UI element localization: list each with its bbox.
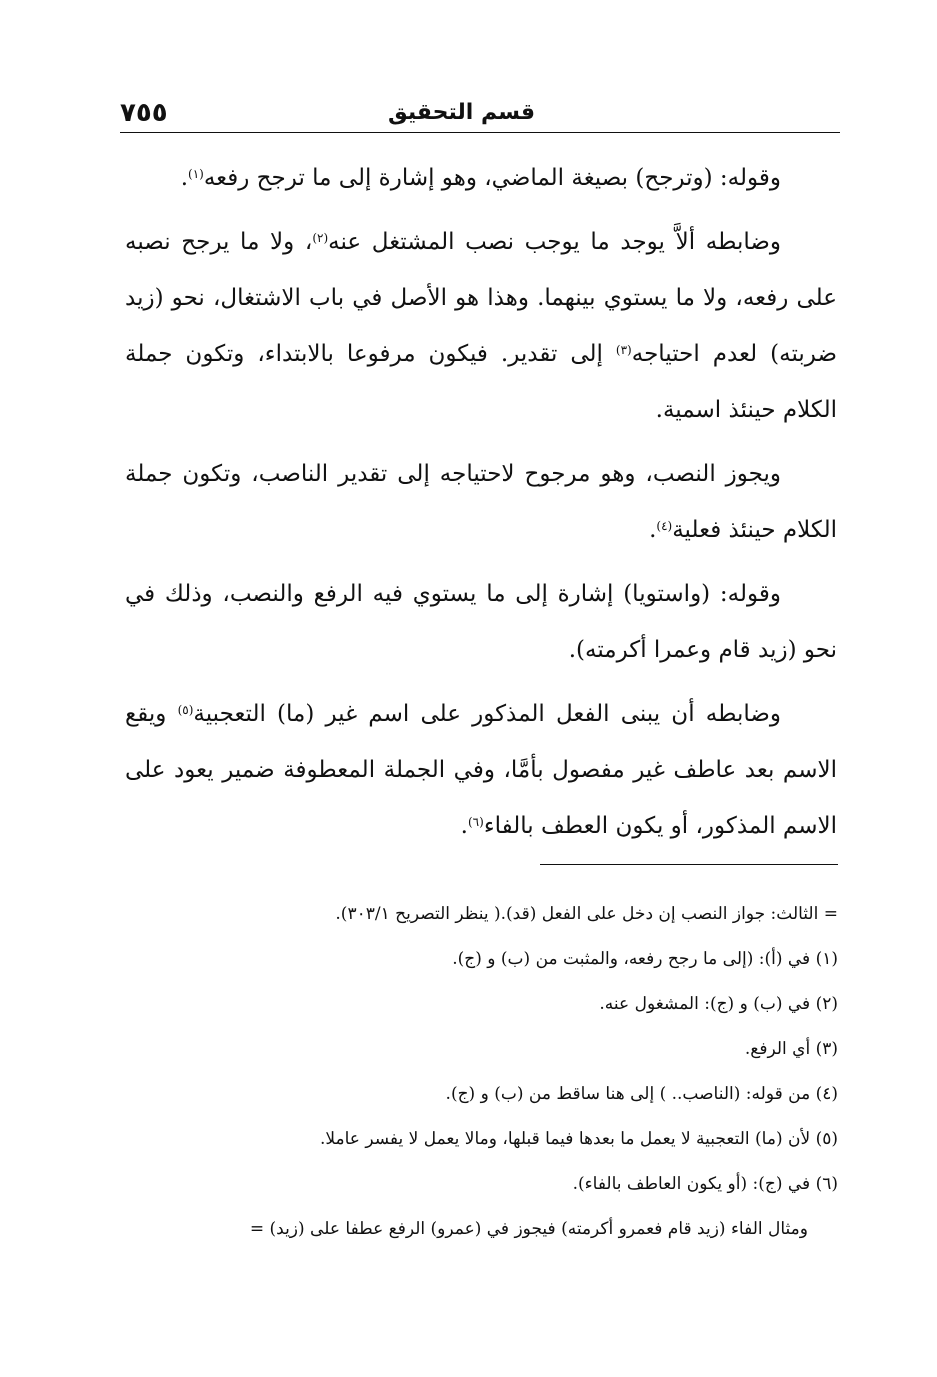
paragraph-3-end: . [649, 517, 657, 543]
footnote-2: (٢) في (ب) و (ج): المشغول عنه. [599, 994, 838, 1014]
paragraph-1-text: وقوله: (وترجح) بصيغة الماضي، وهو إشارة إلى ما ترجح رفعه [203, 165, 781, 191]
paragraph-4 [125, 566, 837, 678]
footnote-ref-5: (٥) [177, 703, 194, 717]
page-header [120, 96, 840, 132]
paragraph-4-text: وقوله: (واستويا) إشارة إلى ما يستوي فيه الرفع والنصب، وذلك في نحو (زيد قام وعمرا أكرمته). [125, 581, 837, 663]
footnote-ref-4: (٤) [656, 519, 673, 533]
paragraph-1 [125, 150, 837, 206]
footnote-ref-2: (٢) [312, 231, 329, 245]
paragraph-2 [125, 214, 837, 438]
footnote-continuation: = الثالث: جواز النصب إن دخل على الفعل (قد).( ينظر التصريح ٣٠٣/١). [335, 904, 838, 924]
footnote-5: (٥) لأن (ما) التعجبية لا يعمل ما بعدها فيما قبلها، ومالا يعمل لا يفسر عاملا. [319, 1129, 838, 1149]
paragraph-5-end: . [460, 813, 468, 839]
paragraph-2-middle: ، ولا ما يرجح نصبه على رفعه، ولا ما يستوي بينهما. وهذا هو الأصل في باب الاشتغال، نحو (زيد ضربته) لعدم احتياجه [125, 229, 838, 367]
running-title: قسم التحقيق [388, 100, 535, 125]
paragraph-3-text: ويجوز النصب، وهو مرجوح لاحتياجه إلى تقدير الناصب، وتكون جملة الكلام حينئذ فعلية [125, 461, 837, 543]
paragraph-5-middle: ويقع الاسم بعد عاطف غير مفصول بأمَّا، وفي الجملة المعطوفة ضمير يعود على الاسم المذكور، أو يكون العطف بالفاء [125, 701, 837, 839]
footnote-6-continued: ومثال الفاء (زيد قام فعمرو أكرمته) فيجوز في (عمرو) الرفع عطفا على (زيد) = [249, 1219, 808, 1239]
footnote-4: (٤) من قوله: (الناصب.. ) إلى هنا ساقط من (ب) و (ج). [445, 1084, 838, 1104]
footnote-separator [540, 864, 838, 865]
footnote-6: (٦) في (ج): (أو يكون العاطف بالفاء). [572, 1174, 838, 1194]
paragraph-5 [125, 686, 837, 854]
paragraph-2-end: إلى تقدير. فيكون مرفوعا بالابتداء، وتكون جملة الكلام حينئذ اسمية. [125, 341, 837, 423]
paragraph-1-end: . [180, 165, 189, 191]
paragraph-3 [125, 446, 837, 558]
paragraph-5-text: وضابطه أن يبنى الفعل المذكور على اسم غير (ما) التعجبية [193, 701, 782, 727]
paragraph-2-text: وضابطه ألاَّ يوجد ما يوجب نصب المشتغل عنه [328, 229, 781, 255]
footnotes [150, 892, 838, 1252]
footnote-3: (٣) أي الرفع. [744, 1039, 838, 1059]
footnote-1: (١) في (أ): (إلى ما رجح رفعه، والمثبت من (ب) و (ج). [452, 949, 838, 969]
header-rule [120, 132, 840, 133]
footnote-ref-1: (١) [188, 167, 204, 181]
page-number: ٧٥٥ [120, 98, 168, 128]
footnote-ref-6: (٦) [467, 815, 484, 829]
main-text [125, 150, 837, 862]
footnote-ref-3: (٣) [615, 343, 632, 357]
